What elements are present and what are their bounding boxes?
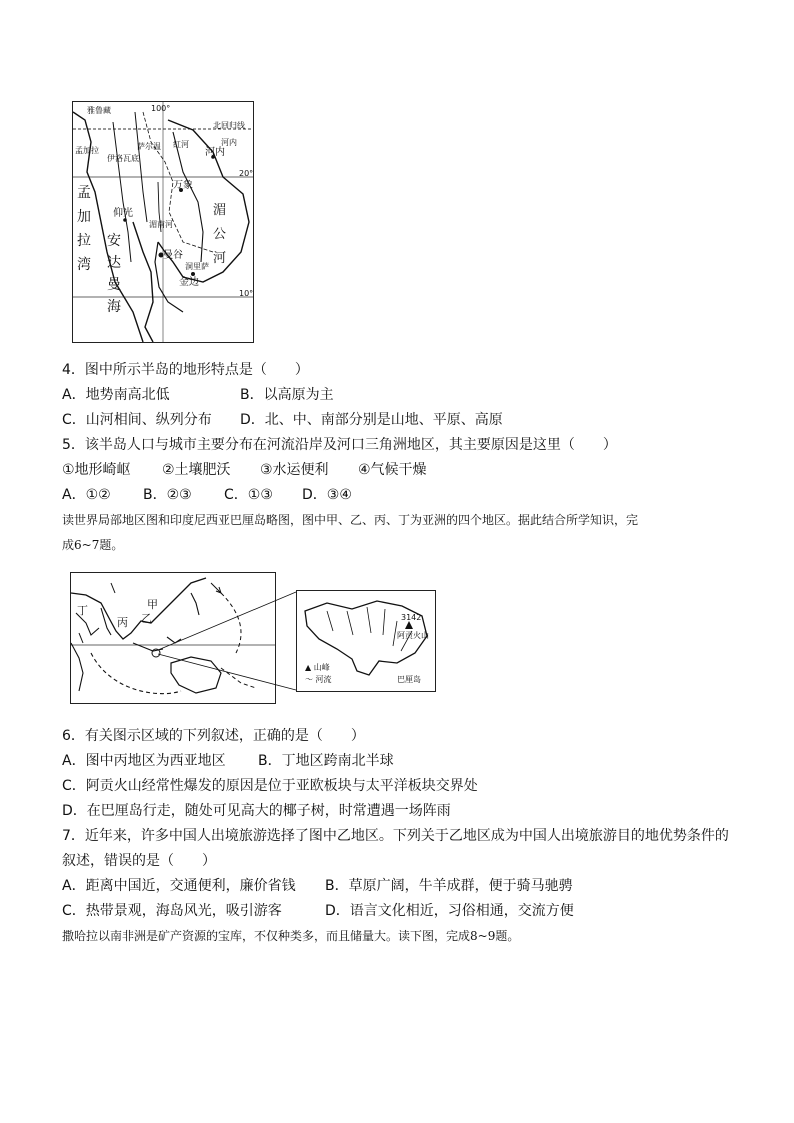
q5-option-a[interactable]: A．①②: [62, 487, 111, 503]
intro-6-7-line-1: 读世界局部地区图和印度尼西亚巴厘岛略图，图中甲、乙、丙、丁为亚洲的四个地区。据此结合所学知识，完: [62, 513, 639, 527]
andaman-sea-label: [107, 232, 123, 316]
bali-island-label: 巴厘岛: [397, 675, 421, 684]
q5-option-c[interactable]: C．①③: [224, 487, 273, 503]
q6-option-a[interactable]: A．图中丙地区为西亚地区: [62, 753, 226, 769]
label-jia: 甲: [147, 598, 158, 611]
andaman-char-3: 曼: [107, 277, 121, 293]
q4-stem: 4．图中所示半岛的地形特点是（ ）: [62, 362, 309, 378]
q5-option-b[interactable]: B．②③: [143, 487, 192, 503]
label-yangon: 仰光: [113, 208, 133, 219]
q5-statement-4: ④气候干燥: [358, 462, 427, 478]
q5-option-d[interactable]: D．③④: [302, 487, 352, 503]
q6-option-d[interactable]: D．在巴厘岛行走，随处可见高大的椰子树，时常遭遇一场阵雨: [62, 803, 451, 819]
latitude-20-label: 20°: [239, 169, 254, 178]
label-yarlung: 雅鲁藏: [87, 106, 111, 115]
label-hanoi: 河内: [205, 147, 225, 158]
label-yi: 乙: [141, 612, 152, 625]
andaman-char-4: 海: [107, 299, 121, 315]
bay-char-3: 拉: [77, 233, 91, 249]
label-hanoi-secondary: 河内: [221, 138, 237, 147]
intro-6-7-line-2: 成6~7题。: [62, 538, 124, 552]
bay-char-1: 孟: [77, 185, 91, 201]
label-phnompenh: 金边: [179, 277, 199, 288]
world-region-drawing: [71, 573, 275, 703]
andaman-char-1: 安: [107, 233, 121, 249]
bay-char-4: 湾: [77, 257, 91, 273]
tropic-label: 北回归线: [213, 121, 245, 130]
q5-statement-2: ②土壤肥沃: [162, 462, 231, 478]
andaman-char-2: 达: [107, 255, 121, 271]
mekong-label: [213, 202, 229, 268]
label-bangladesh: 孟加拉: [75, 146, 99, 155]
q4-option-d[interactable]: D．北、中、南部分别是山地、平原、高原: [240, 412, 503, 428]
bali-inset-map: [296, 590, 436, 692]
q5-statement-3: ③水运便利: [260, 462, 329, 478]
indochina-map: [72, 101, 254, 343]
label-vientiane: 万象: [173, 180, 193, 191]
mekong-char-1: 湄: [213, 203, 227, 218]
legend-river: ～ 河流: [305, 675, 332, 684]
q7-option-b[interactable]: B．草原广阔，牛羊成群，便于骑马驰骋: [325, 878, 573, 894]
label-ding: 丁: [77, 604, 88, 617]
intro-8-9-line-1: 撒哈拉以南非洲是矿产资源的宝库，不仅种类多，而且储量大。读下图，完成8~9题。: [62, 929, 520, 943]
q4-option-c[interactable]: C．山河相间、纵列分布: [62, 412, 212, 428]
label-bangkok: 曼谷: [163, 250, 183, 261]
mekong-char-2: 公: [213, 227, 227, 242]
label-irrawaddy: 伊洛瓦底: [107, 154, 139, 163]
label-bing: 丙: [117, 616, 128, 629]
q5-stem: 5．该半岛人口与城市主要分布在河流沿岸及河口三角洲地区，其主要原因是这里（ ）: [62, 437, 617, 453]
label-chao: 湄南河: [149, 220, 173, 229]
q6-stem: 6．有关图示区域的下列叙述，正确的是（ ）: [62, 728, 365, 744]
peak-height-label: 3142: [401, 613, 422, 622]
q5-statement-1: ①地形崎岖: [62, 462, 131, 478]
q7-option-a[interactable]: A．距离中国近，交通便利，廉价省钱: [62, 878, 296, 894]
bay-char-2: 加: [77, 209, 91, 225]
bay-of-bengal-label: [77, 184, 93, 274]
latitude-10-label: 10°: [239, 289, 254, 298]
q7-option-c[interactable]: C．热带景观，海岛风光，吸引游客: [62, 903, 282, 919]
label-tonle: 洞里萨: [185, 262, 209, 271]
q7-stem-line-1: 7．近年来，许多中国人出境旅游选择了图中乙地区。下列关于乙地区成为中国人出境旅游目的地优势条件的: [62, 828, 729, 844]
peak-name-label: 阿贡火山: [397, 631, 429, 640]
q7-stem-line-2: 叙述，错误的是（ ）: [62, 853, 216, 869]
world-region-map: [70, 572, 276, 704]
longitude-100-label: 100°: [151, 104, 171, 113]
mekong-char-3: 河: [213, 251, 227, 266]
q6-option-b[interactable]: B．丁地区跨南北半球: [258, 753, 394, 769]
q6-option-c[interactable]: C．阿贡火山经常性爆发的原因是位于亚欧板块与太平洋板块交界处: [62, 778, 478, 794]
q7-option-d[interactable]: D．语言文化相近，习俗相通，交流方便: [325, 903, 574, 919]
q4-option-b[interactable]: B．以高原为主: [240, 387, 334, 403]
label-salween: 萨尔温: [137, 142, 161, 151]
q4-option-a[interactable]: A．地势南高北低: [62, 387, 170, 403]
label-hong: 红河: [173, 140, 189, 149]
legend-mountain: ▲ 山峰: [305, 663, 330, 672]
